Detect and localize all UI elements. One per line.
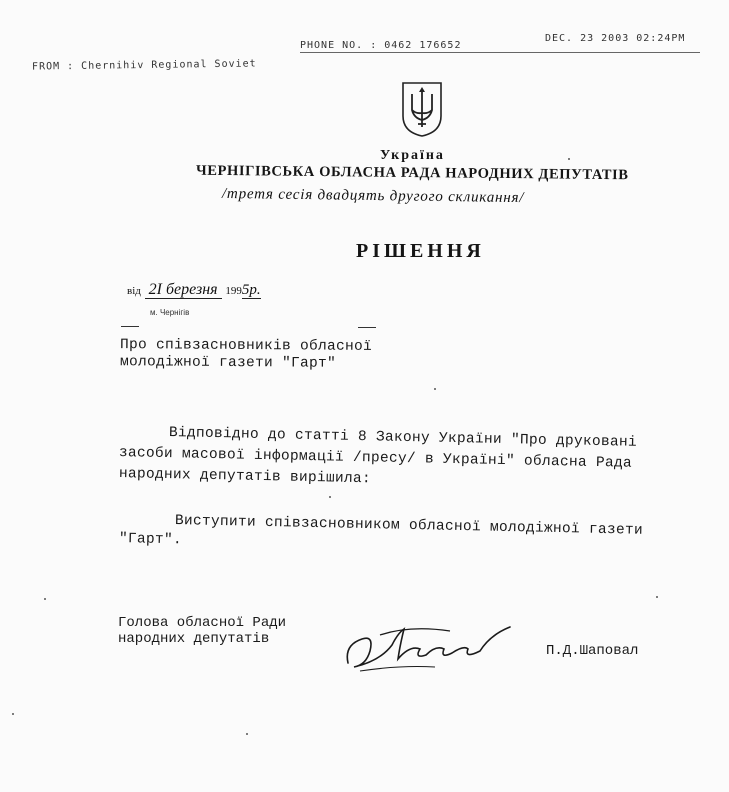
scan-speck (246, 733, 248, 735)
council-name: ЧЕРНІГІВСЬКА ОБЛАСНА РАДА НАРОДНИХ ДЕПУТАТІВ (195, 162, 629, 184)
session-line: /третя сесія двадцять другого скликання/ (221, 185, 525, 207)
date-line (127, 281, 261, 299)
fax-phone: PHONE NO. : 0462 176652 (300, 40, 462, 51)
handwritten-signature (340, 615, 520, 680)
body-paragraph-2-line-1: Виступити співзасновником обласної молодіжної газети (174, 513, 644, 539)
date-year-prefix: 199 (225, 285, 242, 297)
document-type-title: РІШЕННЯ (356, 240, 485, 262)
subject-line-1: Про співзасновників обласної (119, 337, 373, 355)
body-paragraph-1-line-3: народних депутатів вирішила: (118, 466, 372, 488)
country-label: Україна (380, 148, 445, 163)
scan-speck (329, 496, 331, 498)
scan-speck (656, 596, 658, 598)
body-paragraph-2-line-2: "Гарт". (118, 531, 183, 549)
trident-coat-of-arms-icon (400, 80, 444, 143)
fax-sender: FROM : Chernihiv Regional Soviet (31, 58, 257, 73)
subject-corner-mark-left (121, 326, 139, 327)
scan-speck (434, 388, 436, 390)
subject-line-2: молодіжної газети "Гарт" (119, 354, 337, 372)
date-prefix: від (127, 285, 141, 297)
scan-speck (44, 598, 46, 600)
body-paragraph-1-line-1: Відповідно до статті 8 Закону України "Про друковані (168, 425, 638, 451)
date-year-suffix: 5р. (241, 282, 261, 298)
signatory-title-line-1: Голова обласної Ради (118, 615, 287, 631)
signatory-title-line-2: народних депутатів (118, 631, 270, 647)
date-day-month: 2I березня (145, 281, 222, 299)
body-paragraph-1-line-2: засоби масової інформації /пресу/ в Україні" обласна Рада (118, 445, 633, 472)
scan-speck (568, 158, 570, 160)
subject-corner-mark-right (358, 327, 376, 328)
fax-datetime: DEC. 23 2003 02:24PM (545, 33, 686, 44)
city-label: м. Чернігів (150, 308, 190, 317)
fax-header-rule (300, 52, 700, 53)
signatory-name: П.Д.Шаповал (546, 643, 639, 659)
scan-speck (12, 713, 14, 715)
